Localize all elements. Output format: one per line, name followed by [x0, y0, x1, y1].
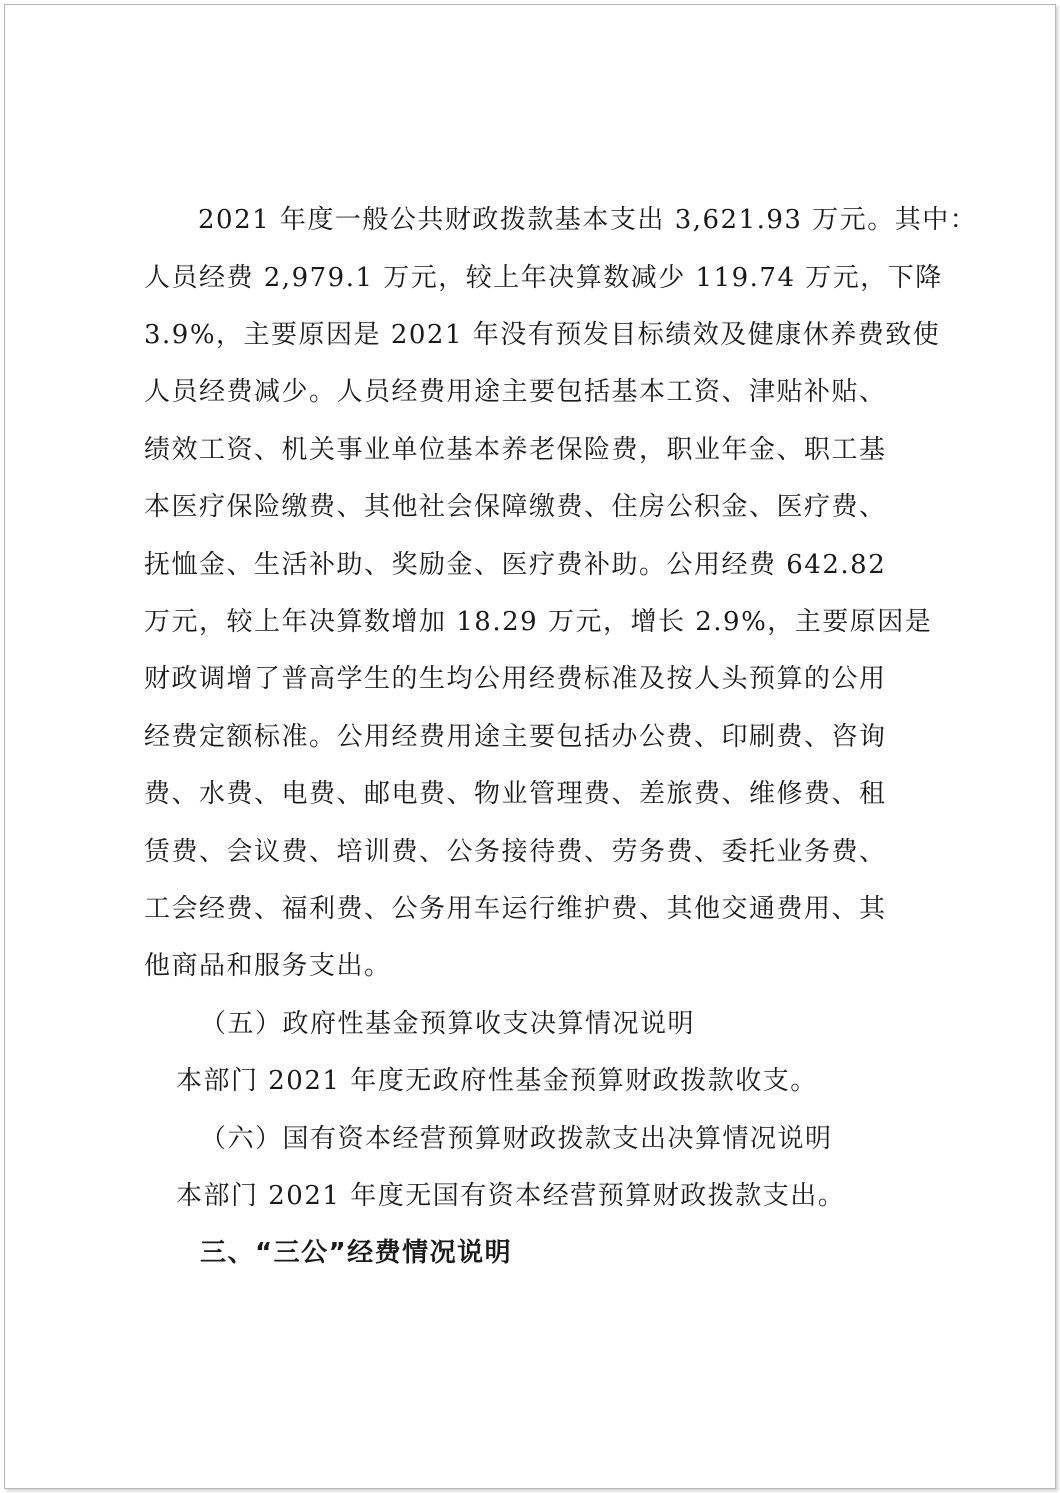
paragraph-line: 财政调增了普高学生的生均公用经费标准及按人头预算的公用	[144, 664, 887, 694]
section5-heading: （五）政府性基金预算收支决算情况说明	[200, 1009, 696, 1039]
paragraph-line: 他商品和服务支出。	[144, 951, 392, 981]
paragraph-line: 费、水费、电费、邮电费、物业管理费、差旅费、维修费、租	[144, 779, 887, 809]
paragraph-line: 人员经费 2,979.1 万元，较上年决算数减少 119.74 万元，下降	[144, 263, 943, 293]
paragraph-line: 赁费、会议费、培训费、公务接待费、劳务费、委托业务费、	[144, 837, 887, 867]
paragraph-line: 2021 年度一般公共财政拨款基本支出 3,621.93 万元。其中：	[198, 205, 978, 235]
section3-heading: 三、“三公”经费情况说明	[200, 1238, 513, 1268]
paragraph-line: 本医疗保险缴费、其他社会保障缴费、住房公积金、医疗费、	[144, 492, 887, 522]
paragraph-line: 万元，较上年决算数增加 18.29 万元，增长 2.9%，主要原因是	[144, 607, 933, 637]
section6-heading: （六）国有资本经营预算财政拨款支出决算情况说明	[200, 1124, 833, 1154]
paragraph-line: 人员经费减少。人员经费用途主要包括基本工资、津贴补贴、	[144, 377, 887, 407]
paragraph-line: 绩效工资、机关事业单位基本养老保险费，职业年金、职工基	[144, 435, 887, 465]
section5-body: 本部门 2021 年度无政府性基金预算财政拨款收支。	[176, 1066, 818, 1096]
paragraph-line: 3.9%，主要原因是 2021 年没有预发目标绩效及健康休养费致使	[144, 320, 941, 350]
paragraph-line: 经费定额标准。公用经费用途主要包括办公费、印刷费、咨询	[144, 722, 887, 752]
paragraph-line: 抚恤金、生活补助、奖励金、医疗费补助。公用经费 642.82	[144, 550, 887, 580]
paragraph-line: 工会经费、福利费、公务用车运行维护费、其他交通费用、其	[144, 894, 887, 924]
section6-body: 本部门 2021 年度无国有资本经营预算财政拨款支出。	[176, 1181, 846, 1211]
